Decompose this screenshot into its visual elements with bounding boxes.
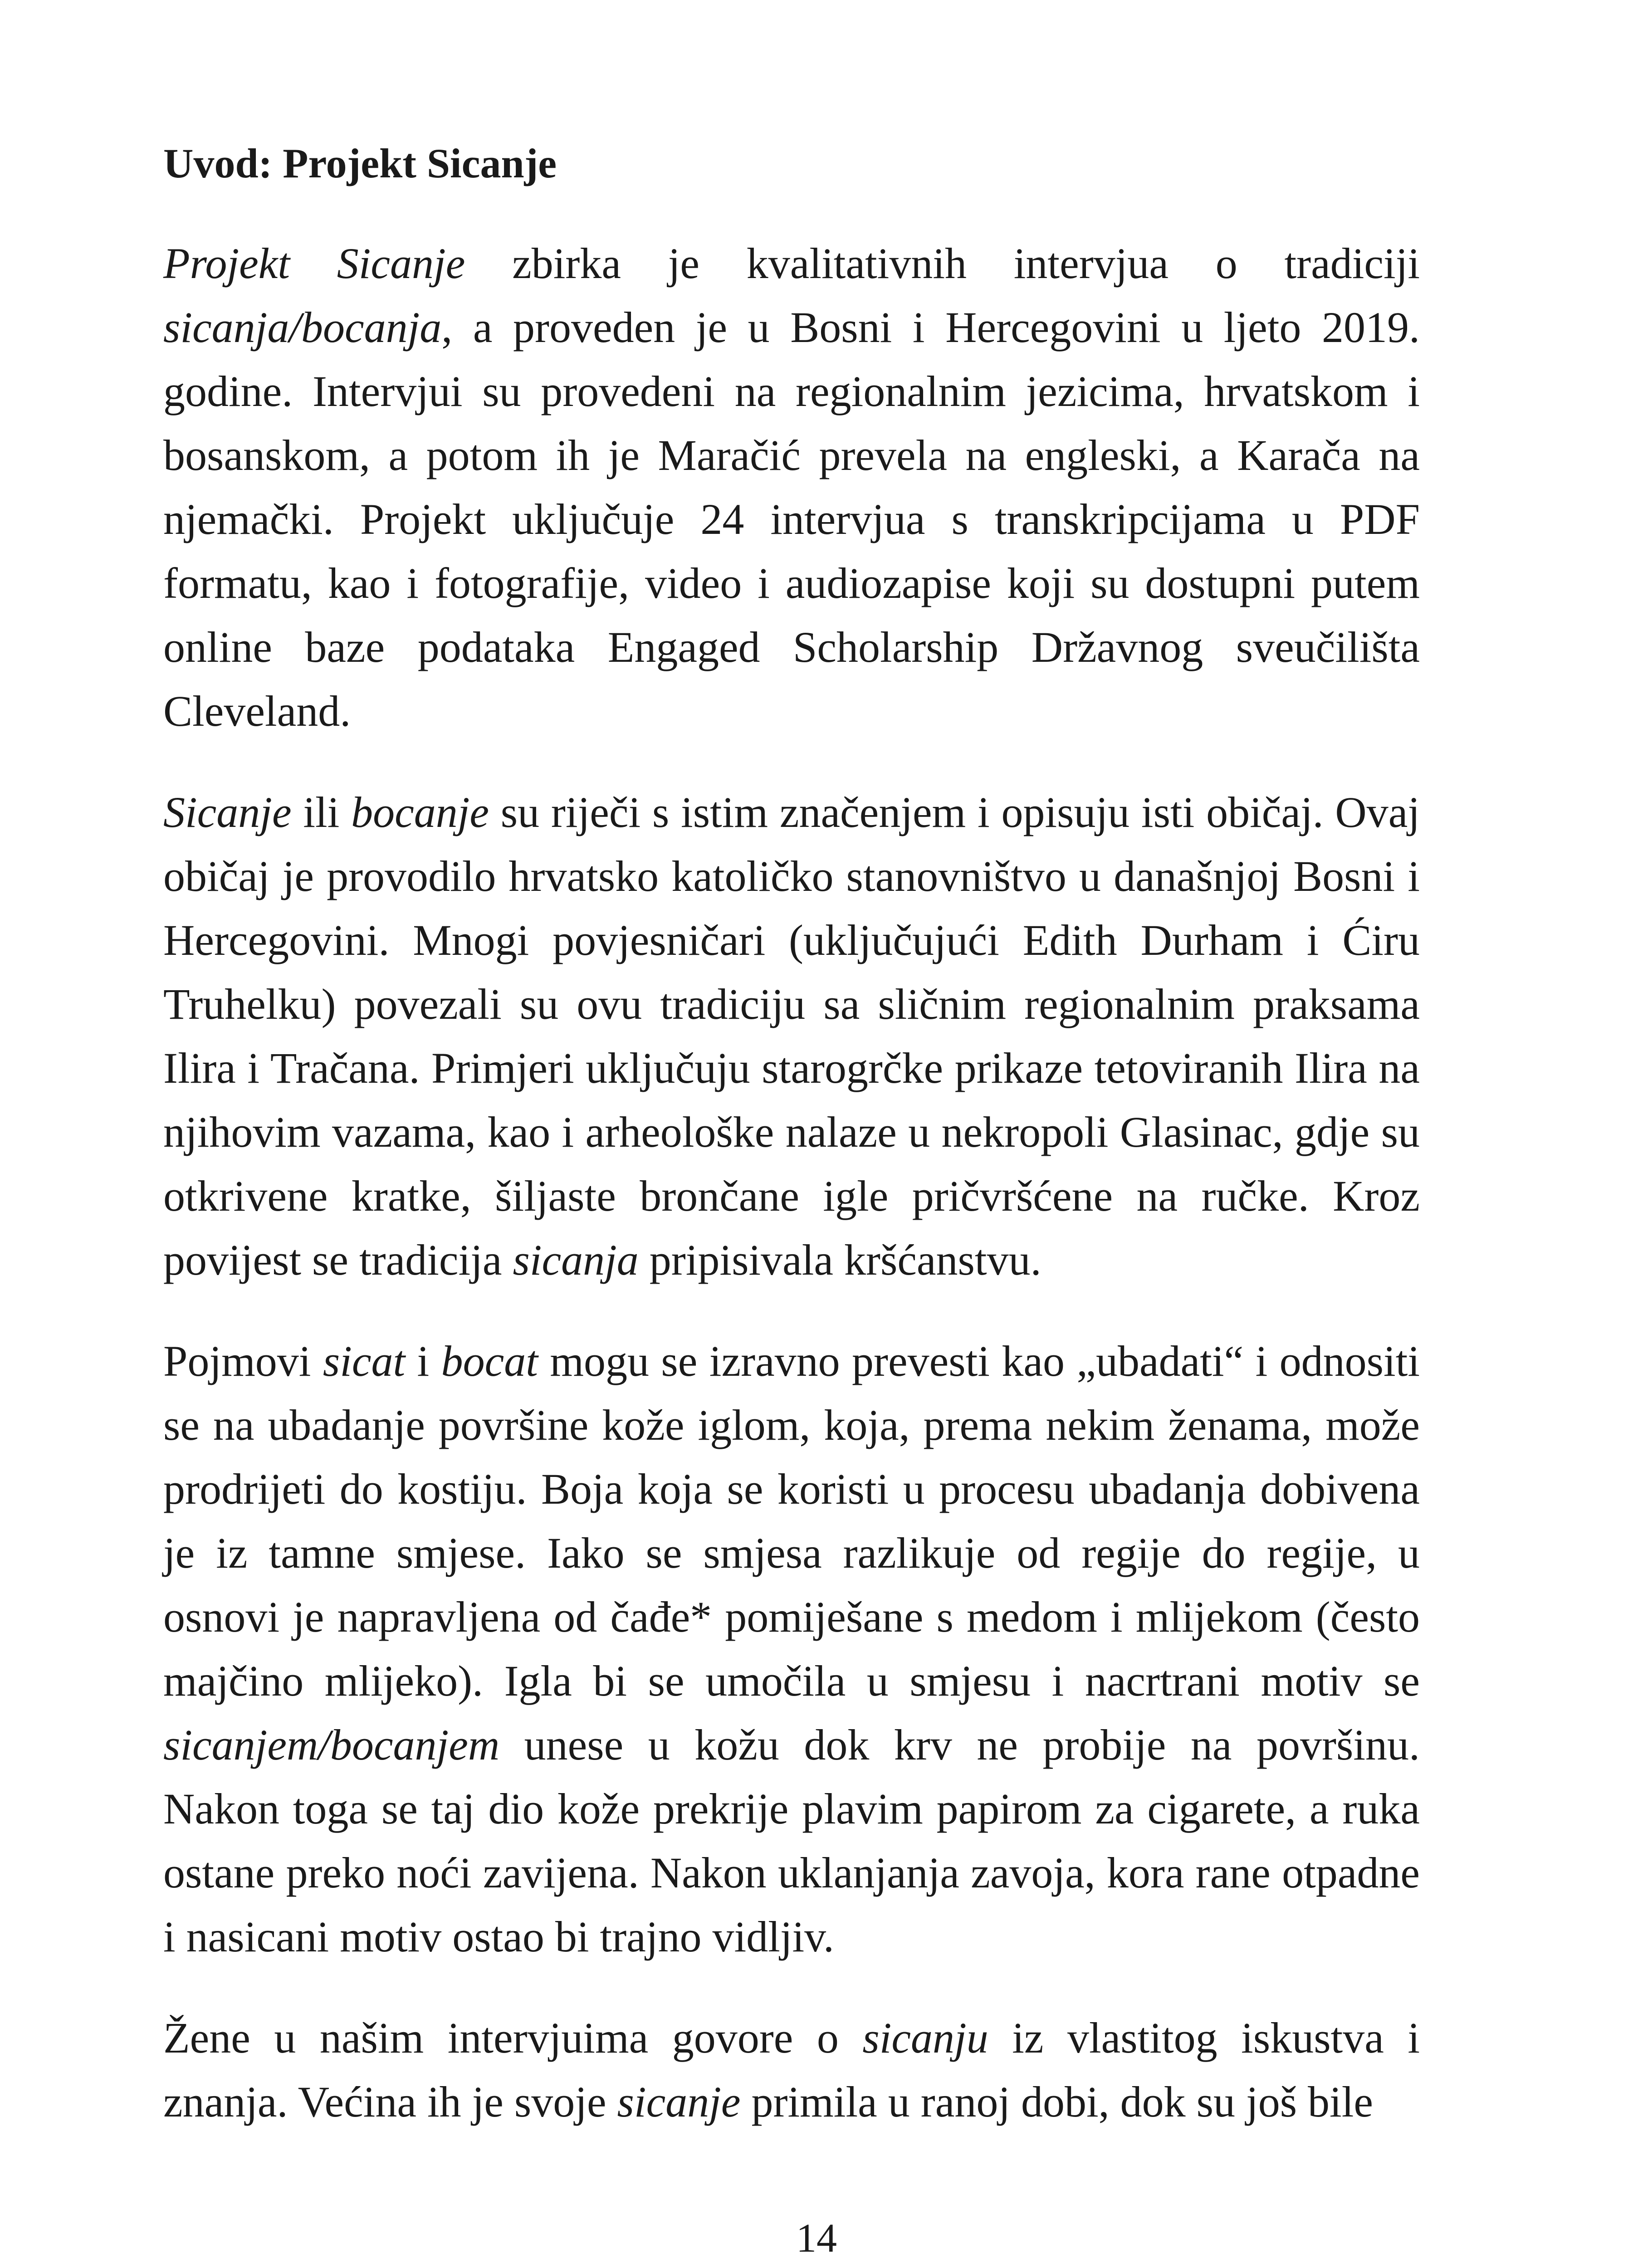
italic-term: sicanju bbox=[862, 2014, 988, 2062]
page-content bbox=[163, 136, 1420, 2171]
italic-term: bocanje bbox=[351, 788, 489, 836]
text-span: mogu se izravno prevesti kao „ubadati“ i odnositi se na ubadanje površine kože iglom, koja, prema nekim ženama, može prodrijeti do kostiju. Boja koja se koristi u procesu ubadanja dobivena je iz tamne smjese. Iako se smjesa razlikuje od regije do regije, u osnovi je napravljena od čađe* pomiješane s medom i mlijekom (često majčino mlijeko). Igla bi se umočila u smjesu i nacrtrani motiv se bbox=[163, 1337, 1420, 1705]
page-number: 14 bbox=[796, 2216, 837, 2261]
text-span: unese u kožu dok krv ne probije na površinu. Nakon toga se taj dio kože prekrije plavim papirom za cigarete, a ruka ostane preko noći zavijena. Nakon uklanjanja zavoja, kora rane otpadne i nasicani motiv ostao bi trajno vidljiv. bbox=[163, 1721, 1420, 1961]
text-span: zbirka je kvalitativnih intervjua o tradiciji bbox=[465, 239, 1420, 288]
text-span: pripisivala kršćanstvu. bbox=[638, 1236, 1041, 1284]
text-span: iz vlastitog iskustva i znanja. Većina ih je svoje bbox=[163, 2014, 1420, 2126]
paragraph-4 bbox=[163, 2006, 1420, 2134]
italic-term: sicanje bbox=[617, 2077, 741, 2126]
italic-term: bocat bbox=[441, 1337, 538, 1385]
text-span: Pojmovi bbox=[163, 1337, 323, 1385]
italic-term: sicat bbox=[323, 1337, 406, 1385]
text-span: primila u ranoj dobi, dok su još bile bbox=[740, 2077, 1373, 2126]
paragraph-2 bbox=[163, 780, 1420, 1292]
section-heading: Uvod: Projekt Sicanje bbox=[163, 140, 557, 186]
italic-term: Sicanje bbox=[163, 788, 292, 836]
paragraph-3 bbox=[163, 1329, 1420, 1969]
italic-term: Projekt Sicanje bbox=[163, 239, 465, 288]
text-span: ili bbox=[291, 788, 352, 836]
italic-term: sicanja/bocanja bbox=[163, 303, 442, 352]
italic-term: sicanjem/bocanjem bbox=[163, 1721, 500, 1769]
text-span: , a proveden je u Bosni i Hercegovini u ljeto 2019. godine. Intervjui su provedeni na regionalnim jezicima, hrvatskom i bosanskom, a potom ih je Maračić prevela na engleski, a Karača na njemački. Projekt uključuje 24 intervjua s transkripcijama u PDF formatu, kao i fotografije, video i audiozapise koji su dostupni putem online baze podataka Engaged Scholarship Državnog sveučilišta Cleveland. bbox=[163, 303, 1420, 735]
text-span: su riječi s istim značenjem i opisuju isti običaj. Ovaj običaj je provodilo hrvatsko katoličko stanovništvo u današnjoj Bosni i Hercegovini. Mnogi povjesničari (uključujući Edith Durham i Ćiru Truhelku) povezali su ovu tradiciju sa sličnim regionalnim praksama Ilira i Tračana. Primjeri uključuju starogrčke prikaze tetoviranih Ilira na njihovim vazama, kao i arheološke nalaze u nekropoli Glasinac, gdje su otkrivene kratke, šiljaste brončane igle pričvršćene na ručke. Kroz povijest se tradicija bbox=[163, 788, 1420, 1284]
italic-term: sicanja bbox=[513, 1236, 639, 1284]
paragraph-1 bbox=[163, 231, 1420, 743]
text-span: Žene u našim intervjuima govore o bbox=[163, 2014, 863, 2062]
text-span: i bbox=[405, 1337, 441, 1385]
